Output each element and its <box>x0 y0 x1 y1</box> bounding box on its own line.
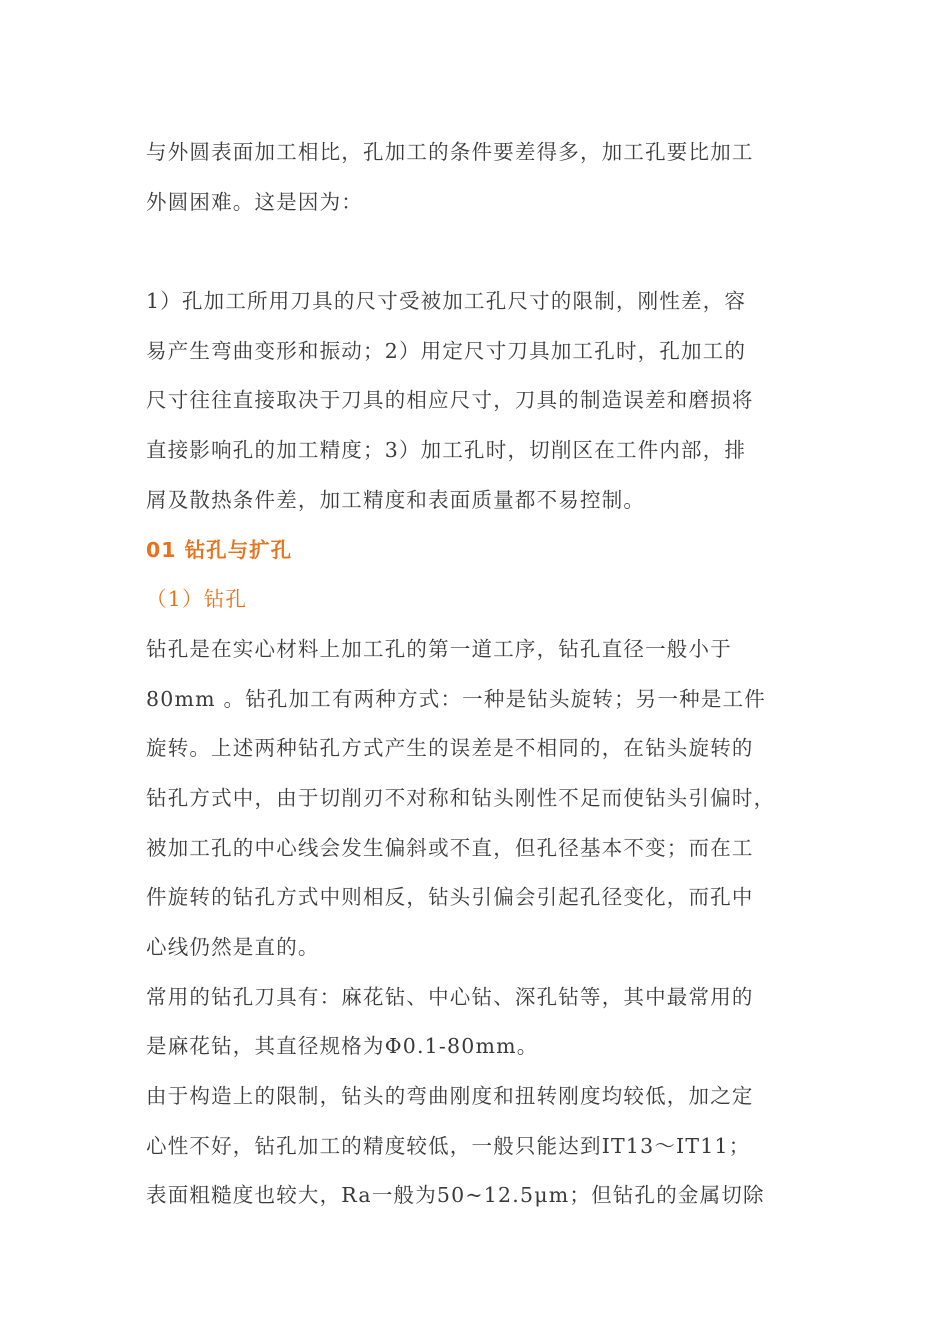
blank-line <box>146 227 814 277</box>
text-line: 是麻花钻，其直径规格为Φ0.1-80mm。 <box>146 1034 539 1059</box>
drilling-paragraph-1 <box>146 625 814 973</box>
text-line: 旋转。上述两种钻孔方式产生的误差是不相同的，在钻头旋转的 <box>146 736 754 761</box>
text-line: 钻孔方式中，由于切削刃不对称和钻头刚性不足而使钻头引偏时， <box>146 785 776 810</box>
text-line: 被加工孔的中心线会发生偏斜或不直，但孔径基本不变；而在工 <box>146 835 754 860</box>
text-line: 屑及散热条件差，加工精度和表面质量都不易控制。 <box>146 487 646 512</box>
text-line: 心性不好，钻孔加工的精度较低，一般只能达到IT13～IT11； <box>146 1133 751 1158</box>
text-line: 80mm 。钻孔加工有两种方式：一种是钻头旋转；另一种是工件 <box>146 686 766 711</box>
document-body <box>146 128 814 1221</box>
text-line: 表面粗糙度也较大，Ra一般为50~12.5μm；但钻孔的金属切除 <box>146 1183 765 1208</box>
text-line: 直接影响孔的加工精度；3）加工孔时，切削区在工件内部，排 <box>146 438 747 463</box>
intro-paragraph <box>146 128 814 227</box>
text-line: 易产生弯曲变形和振动；2）用定尺寸刀具加工孔时，孔加工的 <box>146 338 747 363</box>
text-line: 钻孔是在实心材料上加工孔的第一道工序，钻孔直径一般小于 <box>146 636 732 661</box>
text-line: 尺寸往往直接取决于刀具的相应尺寸，刀具的制造误差和磨损将 <box>146 388 754 413</box>
text-line: 由于构造上的限制，钻头的弯曲刚度和扭转刚度均较低，加之定 <box>146 1084 754 1109</box>
drilling-paragraph-2 <box>146 973 814 1072</box>
text-line: 与外圆表面加工相比，孔加工的条件要差得多，加工孔要比加工 <box>146 140 754 164</box>
text-line: 1）孔加工所用刀具的尺寸受被加工孔尺寸的限制，刚性差，容 <box>146 289 747 314</box>
section-heading: 01 钻孔与扩孔 <box>146 537 293 562</box>
text-line: 件旋转的钻孔方式中则相反，钻头引偏会引起孔径变化，而孔中 <box>146 885 754 910</box>
reasons-paragraph <box>146 277 814 525</box>
drilling-paragraph-3 <box>146 1072 814 1221</box>
text-line: 外圆困难。这是因为： <box>146 189 363 214</box>
text-line: 心线仍然是直的。 <box>146 935 320 960</box>
text-line: 常用的钻孔刀具有：麻花钻、中心钻、深孔钻等，其中最常用的 <box>146 984 754 1009</box>
subsection-heading: （1）钻孔 <box>146 587 248 612</box>
